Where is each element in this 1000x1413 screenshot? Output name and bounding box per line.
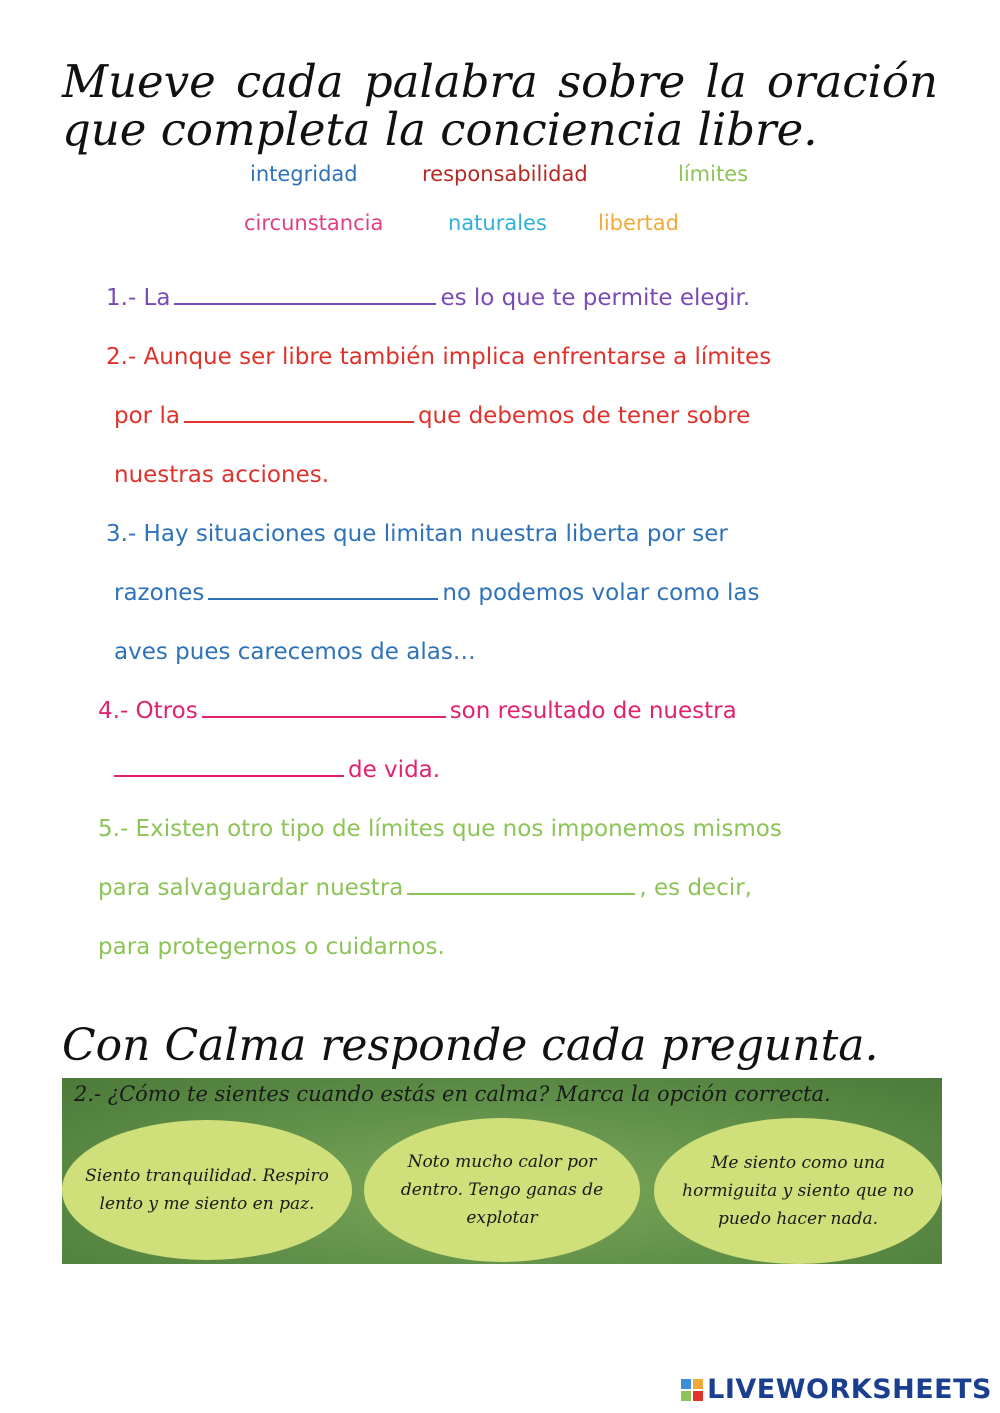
sentence-5-start: para salvaguardar nuestra xyxy=(98,875,404,901)
sentence-1-start: 1.- La xyxy=(106,285,171,311)
drop-slot-6[interactable] xyxy=(407,871,635,895)
word-libertad[interactable]: libertad xyxy=(598,211,679,235)
drop-slot-1[interactable] xyxy=(174,281,436,305)
sentence-2-line-3: nuestras acciones. xyxy=(114,462,330,488)
sentence-3-line-3: aves pues carecemos de alas… xyxy=(114,639,476,665)
answer-option-3[interactable]: Me siento como una hormiguita y siento que no puedo hacer nada. xyxy=(654,1118,942,1264)
calm-section-title: Con Calma responde cada pregunta. xyxy=(62,1020,879,1071)
sentence-2-start: por la xyxy=(114,403,180,429)
sentence-4-end: de vida. xyxy=(348,757,441,783)
sentence-1-end: es lo que te permite elegir. xyxy=(440,285,751,311)
drop-slot-2[interactable] xyxy=(184,399,414,423)
liveworksheets-logo-icon xyxy=(681,1379,703,1401)
drop-slot-3[interactable] xyxy=(208,576,438,600)
instruction-title-line-2: que completa la conciencia libre. xyxy=(62,103,818,156)
answer-option-2[interactable]: Noto mucho calor por dentro. Tengo ganas de explotar xyxy=(364,1118,640,1262)
drop-slot-4[interactable] xyxy=(202,694,446,718)
sentence-4-start: 4.- Otros xyxy=(98,698,198,724)
sentence-3-line-1: 3.- Hay situaciones que limitan nuestra liberta por ser xyxy=(106,521,728,547)
sentence-1 xyxy=(106,281,750,315)
sentence-4-line-2 xyxy=(114,753,440,787)
sentence-2-end: que debemos de tener sobre xyxy=(417,403,751,429)
word-naturales[interactable]: naturales xyxy=(448,211,547,235)
sentence-4-middle: son resultado de nuestra xyxy=(449,698,737,724)
answer-option-1[interactable]: Siento tranquilidad. Respiro lento y me siento en paz. xyxy=(62,1120,352,1260)
sentence-5-line-1: 5.- Existen otro tipo de límites que nos imponemos mismos xyxy=(98,816,782,842)
sentence-2-line-2 xyxy=(114,399,750,433)
word-responsabilidad[interactable]: responsabilidad xyxy=(422,162,588,186)
sentence-5-line-3: para protegernos o cuidarnos. xyxy=(98,934,445,960)
sentence-3-line-2 xyxy=(114,576,759,610)
calm-question-panel xyxy=(62,1078,942,1264)
calm-question-text: 2.- ¿Cómo te sientes cuando estás en calma? Marca la opción correcta. xyxy=(74,1082,831,1106)
sentence-3-end: no podemos volar como las xyxy=(442,580,760,606)
sentence-4-line-1 xyxy=(98,694,737,728)
brand-name: LIVEWORKSHEETS xyxy=(707,1374,992,1405)
instruction-title-line-1: Mueve cada palabra sobre la oración xyxy=(62,55,938,108)
sentence-2-line-1: 2.- Aunque ser libre también implica enfrentarse a límites xyxy=(106,344,772,370)
liveworksheets-brand xyxy=(681,1374,992,1405)
sentence-3-start: razones xyxy=(114,580,205,606)
word-circunstancia[interactable]: circunstancia xyxy=(244,211,384,235)
sentence-5-line-2 xyxy=(98,871,752,905)
sentence-5-end: , es decir, xyxy=(639,875,752,901)
word-integridad[interactable]: integridad xyxy=(250,162,358,186)
word-limites[interactable]: límites xyxy=(678,162,749,186)
drop-slot-5[interactable] xyxy=(114,753,344,777)
